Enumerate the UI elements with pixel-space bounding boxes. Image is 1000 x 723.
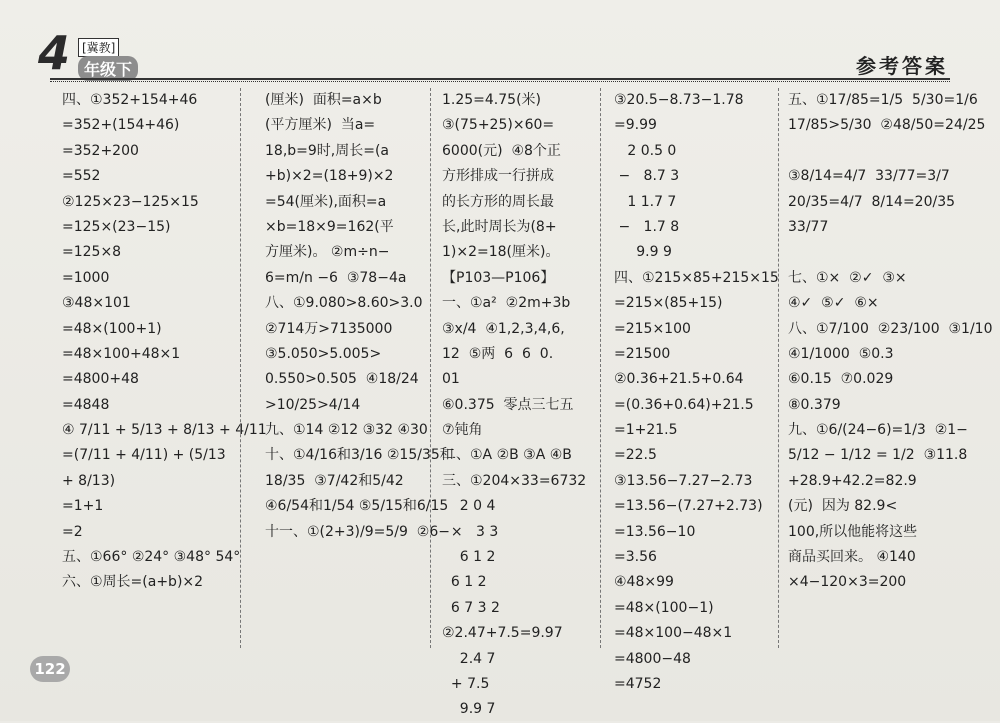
answer-line: (元) 因为 82.9< xyxy=(788,498,898,515)
column-divider xyxy=(240,88,241,648)
answer-line: =4848 xyxy=(62,396,110,413)
answer-line: =21500 xyxy=(614,345,671,362)
answer-line: ②2.47+7.5=9.97 xyxy=(442,625,563,642)
answer-line: =2 xyxy=(62,523,83,540)
grade-logo xyxy=(38,26,148,80)
answer-line: 七、①× ②✓ ③× xyxy=(788,269,907,286)
answer-line: 100,所以他能将这些 xyxy=(788,523,918,540)
answer-line: 6 1 2 xyxy=(442,574,487,591)
answer-line: 五、①17/85=1/5 5/30=1/6 xyxy=(788,92,978,108)
answer-line: 方厘米)。 ②m÷n− xyxy=(265,244,390,261)
answer-line: × 3 3 xyxy=(442,523,499,540)
column-divider xyxy=(778,88,779,648)
answer-line: ④6/54和1/54 ⑤5/15和6/15 xyxy=(265,498,449,515)
answer-line: =125×(23−15) xyxy=(62,218,171,235)
logo-number: 4 xyxy=(38,26,71,80)
answer-line: ⑦钝角 xyxy=(442,422,483,439)
answer-line: 0.550>0.505 ④18/24 xyxy=(265,371,419,388)
answer-line: =48×(100+1) xyxy=(62,320,162,337)
answer-line: 六、①周长=(a+b)×2 xyxy=(62,574,204,591)
answer-line: ③13.56−7.27−2.73 xyxy=(614,472,753,489)
column-divider xyxy=(430,88,431,648)
answer-line: 八、①7/100 ②23/100 ③1/10 xyxy=(788,320,993,337)
answer-line: =4800−48 xyxy=(614,650,691,667)
answer-column-5 xyxy=(788,88,993,596)
answer-line: ②714万>7135000 xyxy=(265,320,393,337)
answer-line: ③8/14=4/7 33/77=3/7 xyxy=(788,168,950,185)
answer-line xyxy=(788,240,948,265)
answer-line: 01 xyxy=(442,371,460,388)
answer-line: =4752 xyxy=(614,675,662,692)
answer-line: 9.9 7 xyxy=(442,701,496,718)
answer-line: =(7/11 + 4/11) + (5/13 xyxy=(62,447,226,464)
answer-line: =352+(154+46) xyxy=(62,117,180,134)
answer-line: 6=m/n −6 ③78−4a xyxy=(265,269,407,286)
header-divider xyxy=(50,78,950,80)
answer-line: 【P103—P106】 xyxy=(442,269,555,286)
answer-line: 9.9 9 xyxy=(614,244,672,261)
answer-line: 6 1 2 xyxy=(442,549,496,566)
answer-line: +28.9+42.2=82.9 xyxy=(788,472,917,489)
answer-line xyxy=(788,139,948,164)
answer-line: ④ 7/11 + 5/13 + 8/13 + 4/11 xyxy=(62,422,267,439)
answer-line: 1)×2=18(厘米)。 xyxy=(442,244,560,261)
answer-line: ②125×23−125×15 xyxy=(62,193,199,210)
answer-line: =48×100−48×1 xyxy=(614,625,733,642)
answer-line: =3.56 xyxy=(614,549,657,566)
answer-line: ④1/1000 ⑤0.3 xyxy=(788,345,894,362)
answer-column-1 xyxy=(62,88,267,596)
answer-line: ⑥0.375 零点三七五 xyxy=(442,396,574,413)
answer-line: 的长方形的周长最 xyxy=(442,193,554,210)
answer-line: 八、①9.080>8.60>3.0 xyxy=(265,295,423,312)
answer-line: =215×(85+15) xyxy=(614,295,723,312)
answer-line: ④✓ ⑤✓ ⑥× xyxy=(788,295,879,312)
answer-line: 十一、①(2+3)/9=5/9 ②6− xyxy=(265,523,450,540)
answer-line: =352+200 xyxy=(62,142,139,159)
answer-line: 33/77 xyxy=(788,218,829,235)
answer-line: − 8.7 3 xyxy=(614,168,680,185)
answer-line: 6 7 3 2 xyxy=(442,599,500,616)
answer-line: ×b=18×9=162(平 xyxy=(265,218,394,235)
answer-line: 12 ⑤两 6 6 0. xyxy=(442,345,554,362)
answer-line: 2 0 4 xyxy=(442,498,496,515)
answer-line: ⑥0.15 ⑦0.029 xyxy=(788,371,894,388)
answer-line: ③x/4 ④1,2,3,4,6, xyxy=(442,320,565,337)
answer-line: =13.56−(7.27+2.73) xyxy=(614,498,763,515)
answer-line: (平方厘米) 当a= xyxy=(265,117,376,134)
answer-line: =4800+48 xyxy=(62,371,139,388)
logo-edition-tag: [冀教] xyxy=(78,38,119,57)
page-title: 参考答案 xyxy=(856,54,948,78)
answer-line: + 8/13) xyxy=(62,472,116,489)
answer-line: (厘米) 面积=a×b xyxy=(265,92,382,108)
answer-line: =1000 xyxy=(62,269,110,286)
answer-column-3 xyxy=(442,88,594,723)
answer-line: 四、①215×85+215×15 xyxy=(614,269,779,286)
answer-line: ③48×101 xyxy=(62,295,131,312)
answer-line: + 7.5 xyxy=(442,675,490,692)
answer-column-4 xyxy=(614,88,779,697)
answer-line: =215×100 xyxy=(614,320,691,337)
answer-line: 方形排成一行拼成 xyxy=(442,168,554,185)
answer-line: 5/12 − 1/12 = 1/2 ③11.8 xyxy=(788,447,968,464)
answer-line: 二、①A ②B ③A ④B xyxy=(442,447,572,464)
answer-line: >10/25>4/14 xyxy=(265,396,361,413)
answer-line: 四、①352+154+46 xyxy=(62,92,198,108)
answer-line: ×4−120×3=200 xyxy=(788,574,907,591)
answer-line: 1 1.7 7 xyxy=(614,193,677,210)
answer-line: 一、①a² ②2m+3b xyxy=(442,295,571,312)
answer-line: 2.4 7 xyxy=(442,650,496,667)
answer-line: ③(75+25)×60= xyxy=(442,117,555,134)
answer-line: =48×100+48×1 xyxy=(62,345,181,362)
answer-line: 18/35 ③7/42和5/42 xyxy=(265,472,404,489)
answer-line: 商品买回来。 ④140 xyxy=(788,549,916,566)
answer-line: =1+1 xyxy=(62,498,104,515)
answer-line: ②0.36+21.5+0.64 xyxy=(614,371,744,388)
answer-line: 三、①204×33=6732 xyxy=(442,472,587,489)
answer-line: 九、①6/(24−6)=1/3 ②1− xyxy=(788,422,968,439)
answer-line: 17/85>5/30 ②48/50=24/25 xyxy=(788,117,986,134)
answer-line: =552 xyxy=(62,168,101,185)
answer-line: =13.56−10 xyxy=(614,523,696,540)
answer-line: 20/35=4/7 8/14=20/35 xyxy=(788,193,956,210)
answer-line: 2 0.5 0 xyxy=(614,142,677,159)
answer-line: 五、①66° ②24° ③48° 54° xyxy=(62,549,241,566)
answer-line: 6000(元) ④8个正 xyxy=(442,142,561,159)
answer-line: 九、①14 ②12 ③32 ④30 xyxy=(265,422,428,439)
answer-line: =125×8 xyxy=(62,244,122,261)
answer-line: ④48×99 xyxy=(614,574,674,591)
answer-line: =22.5 xyxy=(614,447,657,464)
answer-line: =9.99 xyxy=(614,117,657,134)
answer-line: +b)×2=(18+9)×2 xyxy=(265,168,394,185)
answer-line: 18,b=9时,周长=(a xyxy=(265,142,390,159)
answer-line: =48×(100−1) xyxy=(614,599,714,616)
answer-line: =(0.36+0.64)+21.5 xyxy=(614,396,754,413)
column-divider xyxy=(600,88,601,648)
answer-line: ③20.5−8.73−1.78 xyxy=(614,92,744,108)
answer-line: 十、①4/16和3/16 ②15/35和 xyxy=(265,447,454,464)
answer-line: =1+21.5 xyxy=(614,422,678,439)
page-number: 122 xyxy=(30,656,70,682)
logo-grade-label: 年级下 xyxy=(78,56,138,81)
answer-line: =54(厘米),面积=a xyxy=(265,193,387,210)
answer-line: 长,此时周长为(8+ xyxy=(442,218,557,235)
answer-line: 1.25=4.75(米) xyxy=(442,92,541,108)
header-divider-dotted xyxy=(50,81,950,82)
answer-line: ⑧0.379 xyxy=(788,396,841,413)
answer-line: ③5.050>5.005> xyxy=(265,345,382,362)
answer-line: − 1.7 8 xyxy=(614,218,680,235)
